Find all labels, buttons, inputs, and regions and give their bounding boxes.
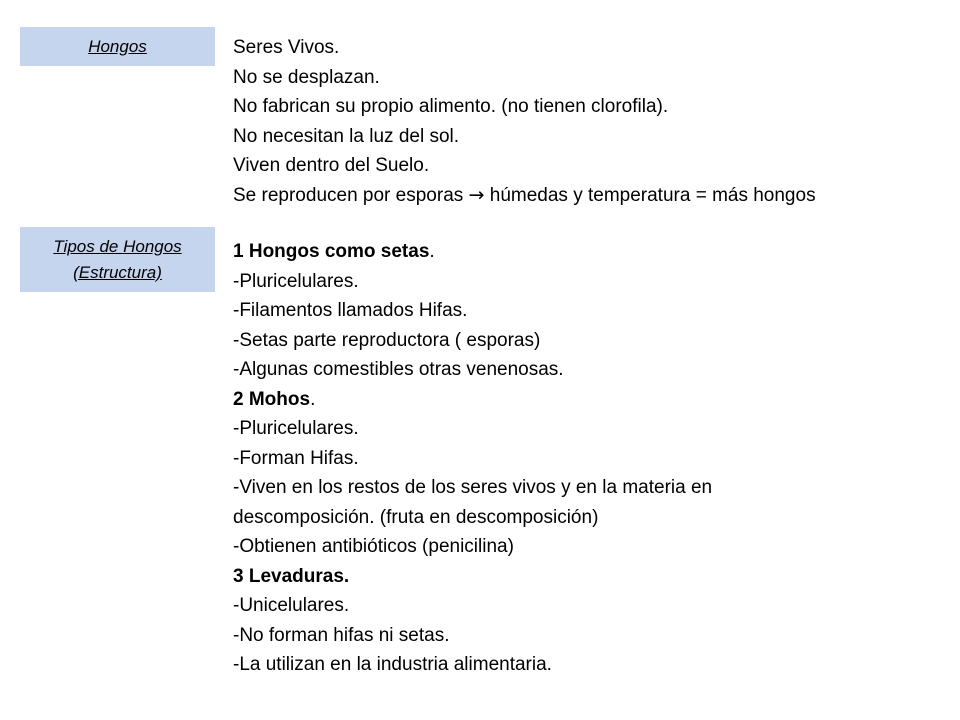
list-item: -Setas parte reproductora ( esporas) — [233, 329, 541, 351]
list-item: -Pluricelulares. — [233, 270, 359, 292]
list-item: -Filamentos llamados Hifas. — [233, 300, 468, 321]
levaduras-heading: 3 Levaduras. — [233, 565, 350, 587]
list-item: -Obtienen antibióticos (penicilina) — [233, 536, 514, 557]
hongos-description — [233, 33, 948, 210]
list-item: -Viven en los restos de los seres vivos y en la materia en — [233, 477, 713, 498]
tipos-description — [233, 237, 948, 680]
mohos-heading: 2 Mohos — [233, 388, 311, 410]
intro-line: No se desplazan. — [233, 66, 380, 88]
intro-line-start: Se reproducen por esporas — [233, 184, 464, 206]
hongos-label — [20, 27, 215, 66]
tipos-label — [20, 227, 215, 292]
tipos-label-line2: (Estructura) — [73, 262, 162, 282]
list-item: -Forman Hifas. — [233, 447, 359, 469]
intro-line: Viven dentro del Suelo. — [233, 155, 430, 176]
list-item: -La utilizan en la industria alimentaria. — [233, 654, 552, 675]
intro-line-end: húmedas y temperatura = más hongos — [489, 184, 816, 206]
tipos-label-line1: Tipos de Hongos — [53, 236, 182, 256]
setas-heading-end: . — [429, 241, 435, 262]
list-item: -Pluricelulares. — [233, 418, 359, 439]
list-item: -Unicelulares. — [233, 595, 350, 616]
section-heading — [233, 237, 948, 267]
list-item: -Algunas comestibles otras venenosas. — [233, 359, 564, 380]
list-item: descomposición. (fruta en descomposición) — [233, 506, 599, 528]
intro-line — [233, 181, 948, 211]
section-heading — [233, 385, 948, 415]
setas-heading: 1 Hongos como setas — [233, 241, 430, 262]
arrow-right-icon: → — [468, 183, 485, 206]
list-item: -No forman hifas ni setas. — [233, 624, 450, 646]
hongos-label-text: Hongos — [88, 36, 147, 56]
intro-line: No necesitan la luz del sol. — [233, 125, 460, 147]
mohos-heading-end: . — [310, 388, 316, 410]
intro-line: Seres Vivos. — [233, 37, 340, 58]
intro-line: No fabrican su propio alimento. (no tienen clorofila). — [233, 96, 669, 117]
